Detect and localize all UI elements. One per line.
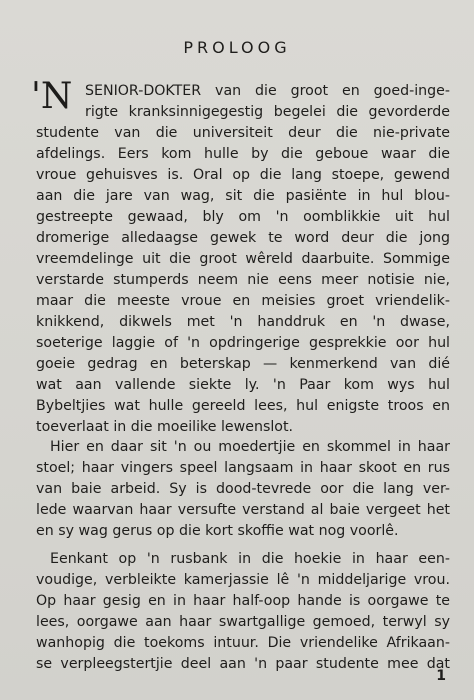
text-line: studente van die universiteit deur die nie-private: [36, 125, 450, 141]
text-line: vroue gehuisves is. Oral op die lang stoepe, gewend: [36, 167, 450, 183]
text-line: soeterige laggie of 'n opdringerige gesprekkie oor hul: [36, 335, 450, 351]
text-line: se verpleegstertjie deel aan 'n paar studente mee dat: [36, 656, 450, 672]
text-line: knikkend, dikwels met 'n handdruk en 'n dwase,: [36, 314, 450, 330]
text-line: afdelings. Eers kom hulle by die geboue waar die: [36, 146, 450, 162]
paragraph-1: [36, 123, 450, 438]
text-line: stoel; haar vingers speel langsaam in haar skoot en rus: [36, 460, 450, 476]
text-line: aan die jare van wag, sit die pasiënte in hul blou-: [36, 188, 450, 204]
text-line: dromerige alledaagse gewek te word deur die jong: [36, 230, 450, 246]
text-line: vreemdelinge uit die groot wêreld daarbuite. Sommige: [36, 251, 450, 267]
paragraph-2: [36, 437, 450, 542]
text-line: rigte kranksinnigegestig begelei die gevorderde: [85, 104, 450, 120]
text-line: Bybeltjies wat hulle gereeld lees, hul enigste troos en: [36, 398, 450, 414]
text-line: toeverlaat in die moeilike lewenslot.: [36, 419, 294, 435]
chapter-title: PROLOOG: [183, 38, 291, 57]
text-line: van baie arbeid. Sy is dood-tevrede oor die lang ver-: [36, 481, 450, 497]
text-line: maar die meeste vroue en meisies groet vriendelik-: [36, 293, 450, 309]
text-line: Op haar gesig en in haar half-oop hande is oorgawe te: [36, 593, 450, 609]
drop-cap: 'N: [31, 76, 73, 117]
text-line: wanhopig die toekoms intuur. Die vriendelike Afrikaan-: [36, 635, 450, 651]
text-line: verstarde stumperds neem nie eens meer notisie nie,: [36, 272, 450, 288]
text-line: Eenkant op 'n rusbank in die hoekie in haar een-: [50, 551, 450, 567]
text-line: gestreepte gewaad, bly om 'n oomblikkie uit hul: [36, 209, 450, 225]
text-line: lees, oorgawe aan haar swartgallige gemoed, terwyl sy: [36, 614, 450, 630]
paragraph-3: [36, 549, 450, 675]
text-line: en sy wag gerus op die kort skoffie wat nog voorlê.: [36, 523, 399, 539]
paragraph-1-opening: [85, 81, 450, 102]
paragraph-1-opening-2: [85, 102, 450, 123]
text-line: SENIOR-DOKTER van die groot en goed-inge-: [85, 83, 450, 99]
text-line: lede waarvan haar versufte verstand al baie vergeet het: [36, 502, 450, 518]
text-line: goeie gedrag en beterskap — kenmerkend van dié: [36, 356, 450, 372]
text-line: voudige, verbleikte kamerjassie lê 'n middeljarige vrou.: [36, 572, 450, 588]
page-number: 1: [436, 668, 446, 684]
text-line: Hier en daar sit 'n ou moedertjie en skommel in haar: [50, 439, 450, 455]
text-line: wat aan vallende siekte ly. 'n Paar kom wys hul: [36, 377, 450, 393]
